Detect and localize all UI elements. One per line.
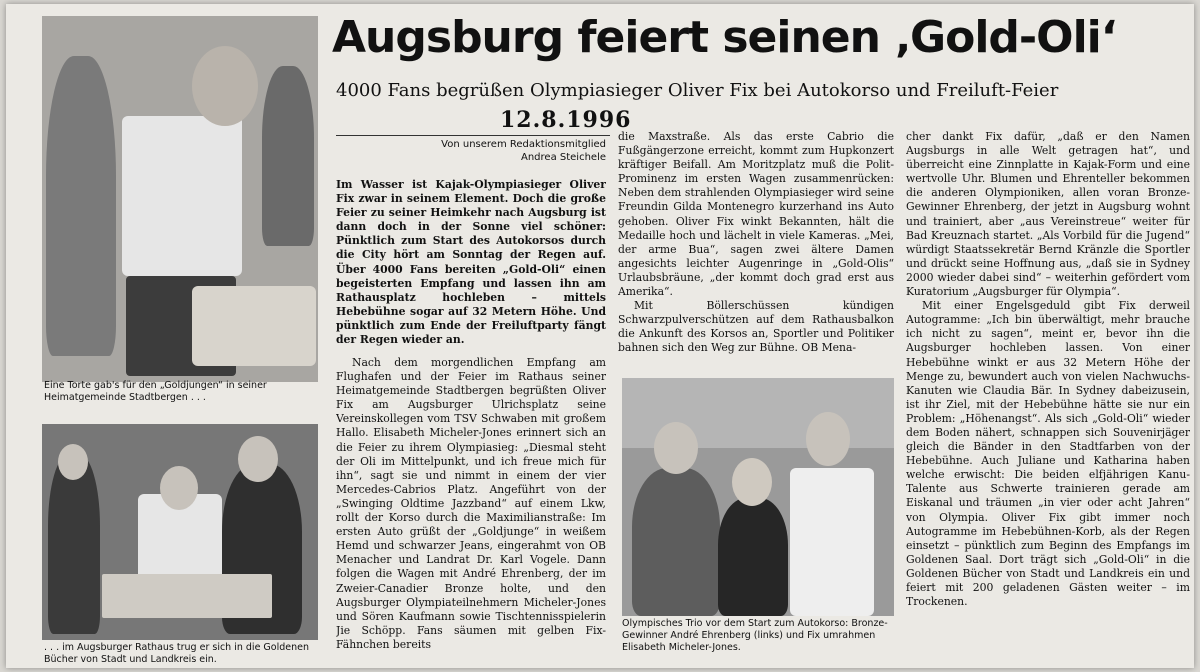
column-3-text-1: die Maxstraße. Als das erste Cabrio die Fußgängerzone erreicht, kommt zum Hupkonzert kräftiger Beifall. Am Moritzplatz muß die Polit-Prominenz im ersten Wagen zusammenrücken: Neben dem strahlenden Olympiasieger wird seine Freundin Gilda Montenegro kurzerhand ins Auto gehoben. Oliver Fix winkt Bekannten, hält die Medaille hoch und lächelt in viele Kameras. „Mei, der arme Bua“, sagen zwei ältere Damen angesichts leichter Augenringe in „Gold-Olis“ Urlaubsbräune, „der kommt doch grad erst aus Amerika“. <box>618 130 894 299</box>
date-rule <box>336 135 610 136</box>
photo-caption-2: . . . im Augsburger Rathaus trug er sich in die Goldenen Bücher von Stadt und Landkreis ein. <box>44 642 310 665</box>
date: 12.8.1996 <box>500 107 632 133</box>
photo-cake <box>42 16 318 382</box>
column-4-text-1: cher dankt Fix dafür, „daß er den Namen Augsburgs in alle Welt getragen hat“, und überreicht eine Zinnplatte in Kajak-Form und eine wertvolle Uhr. Blumen und Ehrenteller bekommen die anderen Olympioniken, allen voran Bronze-Gewinner Ehrenberg, der jetzt in Augsburg wohnt und trainiert, aber „aus Vereinstreue“ weiter für Bad Kreuznach startet. „Als Vorbild für die Jugend“ würdigt Staatssekretär Bernd Kränzle die Sportler und drückt seine Hoffnung aus, „daß sie in Sydney 2000 wieder dabei sind“ – weiterhin gefördert vom Kuratorium „Augsburger für Olympia“. <box>906 130 1190 299</box>
lead-paragraph <box>336 178 606 346</box>
photo-caption-1: Eine Torte gab's für den „Goldjungen“ in seiner Heimatgemeinde Stadtbergen . . . <box>44 380 267 403</box>
column-2-text: Nach dem morgendlichen Empfang am Flughafen und der Feier im Rathaus seiner Heimatgemeinde Stadtbergen begrüßten Oliver Fix am Augsburger Ulrichsplatz seine Vereinskollegen vom TSV Schwaben mit großem Hallo. Elisabeth Micheler-Jones erinnert sich an die Feier zu ihrem Olympiasieg: „Diesmal steht der Oli im Mittelpunkt, und ich freue mich für ihn“, sagt sie und nimmt in einem der vier Mercedes-Cabrios Platz. Angeführt von der „Swinging Oldtime Jazzband“ auf einem Lkw, rollt der Korso durch die Maximilianstraße: Im ersten Auto grüßt der „Goldjunge“ in weißem Hemd und schwarzer Jeans, eingerahmt von OB Menacher und Landrat Dr. Karl Vogele. Dann folgen die Wagen mit André Ehrenberg, der im Zweier-Canadier Bronze holte, und den Augsburger Olympiateilnehmern Micheler-Jones und Sören Kaufmann sowie Tischtennisspielerin Jie Schöpp. Fans säumen mit gelben Fix-Fähnchen bereits <box>336 356 606 651</box>
column-3-text-2: Mit Böllerschüssen kündigen Schwarzpulverschützen auf dem Rathausbalkon die Ankunft des Korsos an, Sportler und Politiker bahnen sich den Weg zur Bühne. OB Mena- <box>618 299 894 355</box>
column-3 <box>618 130 894 370</box>
newspaper-clipping <box>6 4 1194 668</box>
byline-author: Andrea Steichele <box>521 152 606 163</box>
photo-golden-book <box>42 424 318 640</box>
column-4 <box>906 130 1190 664</box>
subheadline: 4000 Fans begrüßen Olympiasieger Oliver Fix bei Autokorso und Freiluft-Feier <box>336 80 1059 101</box>
photo-caption-3: Olympisches Trio vor dem Start zum Autokorso: Bronze-Gewinner André Ehrenberg (links) und Fix umrahmen Elisabeth Micheler-Jones. <box>622 618 888 653</box>
headline: Augsburg feiert seinen ‚Gold-Oli‘ <box>332 12 1117 63</box>
column-2 <box>336 356 606 664</box>
lead-text: Im Wasser ist Kajak-Olympiasieger Oliver Fix zwar in seinem Element. Doch die große Feier zu seiner Heimkehr nach Augsburg ist dann doch in der Sonne viel schöner: Pünktlich zum Start des Autokorsos durch die City hört am Sonntag der Regen auf. Über 4000 Fans bereiten „Gold-Oli“ einen begeisterten Empfang und lassen ihn am Rathausplatz hochleben – mittels Hebebühne sogar auf 32 Metern Höhe. Und pünktlich zum Ende der Freiluftparty fängt der Regen wieder an. <box>336 178 606 346</box>
photo-trio <box>622 378 894 616</box>
byline-intro: Von unserem Redaktionsmitglied <box>441 139 606 150</box>
byline <box>336 138 606 164</box>
column-4-text-2: Mit einer Engelsgeduld gibt Fix derweil Autogramme: „Ich bin überwältigt, mehr brauche ich nicht zu sagen“, meint er, bevor ihn die Augsburger hochleben lassen. Von einer Hebebühne winkt er aus 32 Metern Höhe der Menge zu, bewundert auch von vielen Nachwuchs-Kanuten wie Claudia Bär. In Sydney dabeizusein, ist ihr Ziel, mit der Hebebühne hätte sie nur ein Problem: „Höhenangst“. Als sich „Gold-Oli“ wieder dem Boden nähert, schnappen sich Souvenirjäger gleich die Bänder in den Stadtfarben von der Hebebühne. Auch Juliane und Katharina haben welche erwischt: Die beiden elfjährigen Kanu-Talente aus Schwerte trainieren gerade am Eiskanal und träumen „in vier oder acht Jahren“ von Olympia. Oliver Fix gibt immer noch Autogramme im Hebebühnen-Korb, als der Regen einsetzt – pünktlich zum Beginn des Empfangs im Goldenen Saal. Dort trägt sich „Gold-Oli“ in die Goldenen Bücher von Stadt und Landkreis ein und feiert mit 200 geladenen Gästen weiter – im Trockenen. <box>906 299 1190 609</box>
